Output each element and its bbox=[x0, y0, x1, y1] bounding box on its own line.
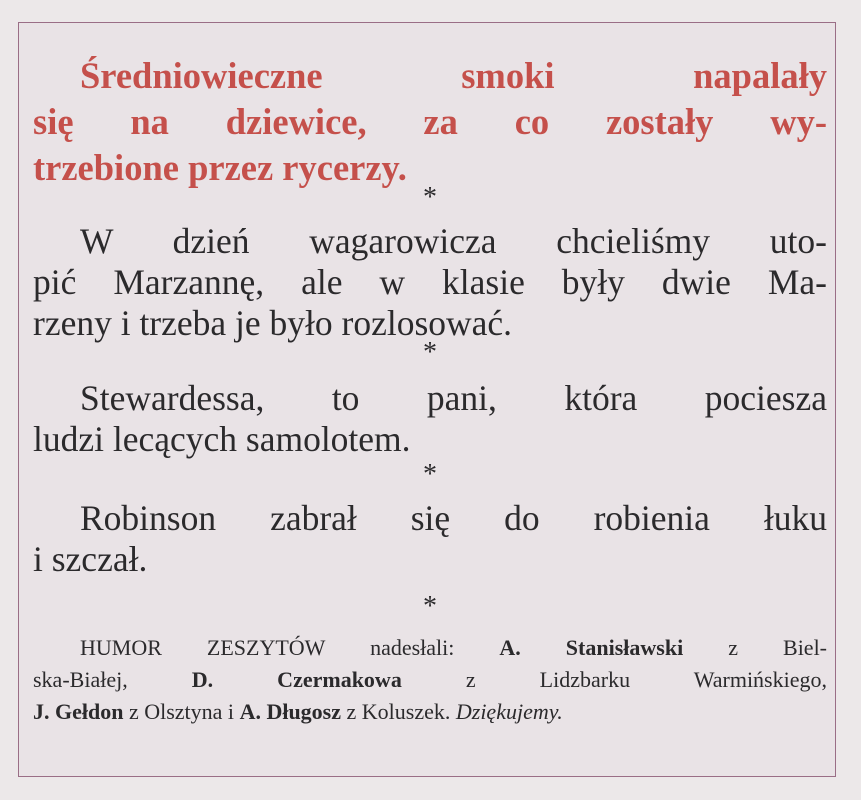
joke-line: Robinson zabrał się do robienia łuku bbox=[80, 498, 827, 538]
author-name: A. Długosz bbox=[239, 699, 342, 724]
author-name: J. Gełdon bbox=[33, 699, 124, 724]
headline bbox=[33, 53, 827, 191]
credits-line bbox=[33, 696, 827, 728]
headline-line: Średniowieczne smoki napalały bbox=[80, 55, 827, 96]
joke-line: Stewardessa, to pani, która pociesza bbox=[80, 378, 827, 418]
thanks-text: Dziękujemy. bbox=[455, 699, 563, 724]
headline-line: trzebione przez rycerzy. bbox=[33, 147, 407, 188]
joke-line: ludzi lecących samolotem. bbox=[33, 419, 411, 459]
author-origin: z Olsztyna i bbox=[128, 699, 235, 724]
joke-line: W dzień wagarowicza chcieliśmy uto- bbox=[80, 221, 827, 261]
separator-star: * bbox=[423, 459, 437, 490]
author-name: D. Czermakowa bbox=[191, 667, 402, 692]
joke-line: pić Marzannę, ale w klasie były dwie Ma- bbox=[33, 262, 827, 302]
author-origin: z Biel- bbox=[728, 635, 828, 660]
separator-star: * bbox=[423, 591, 437, 622]
credits-line bbox=[33, 664, 827, 696]
credits-line bbox=[33, 632, 827, 664]
joke-paragraph bbox=[33, 498, 827, 580]
headline-line: się na dziewice, za co zostały wy- bbox=[33, 101, 827, 142]
separator-star: * bbox=[423, 182, 437, 213]
author-name: A. Stanisławski bbox=[499, 635, 684, 660]
author-origin: z Lidzbarku Warmińskiego, bbox=[465, 667, 827, 692]
joke-paragraph bbox=[33, 221, 827, 344]
credits bbox=[33, 632, 827, 728]
joke-line: i szczał. bbox=[33, 539, 148, 579]
joke-paragraph bbox=[33, 378, 827, 460]
article-box bbox=[18, 22, 836, 777]
joke-line: rzeny i trzeba je było rozlosować. bbox=[33, 303, 513, 343]
author-origin: ska-Białej, bbox=[33, 667, 128, 692]
author-origin: z Koluszek. bbox=[346, 699, 451, 724]
separator-star: * bbox=[423, 337, 437, 368]
article-content bbox=[33, 23, 827, 728]
credits-intro: HUMOR ZESZYTÓW nadesłali: bbox=[80, 635, 455, 660]
